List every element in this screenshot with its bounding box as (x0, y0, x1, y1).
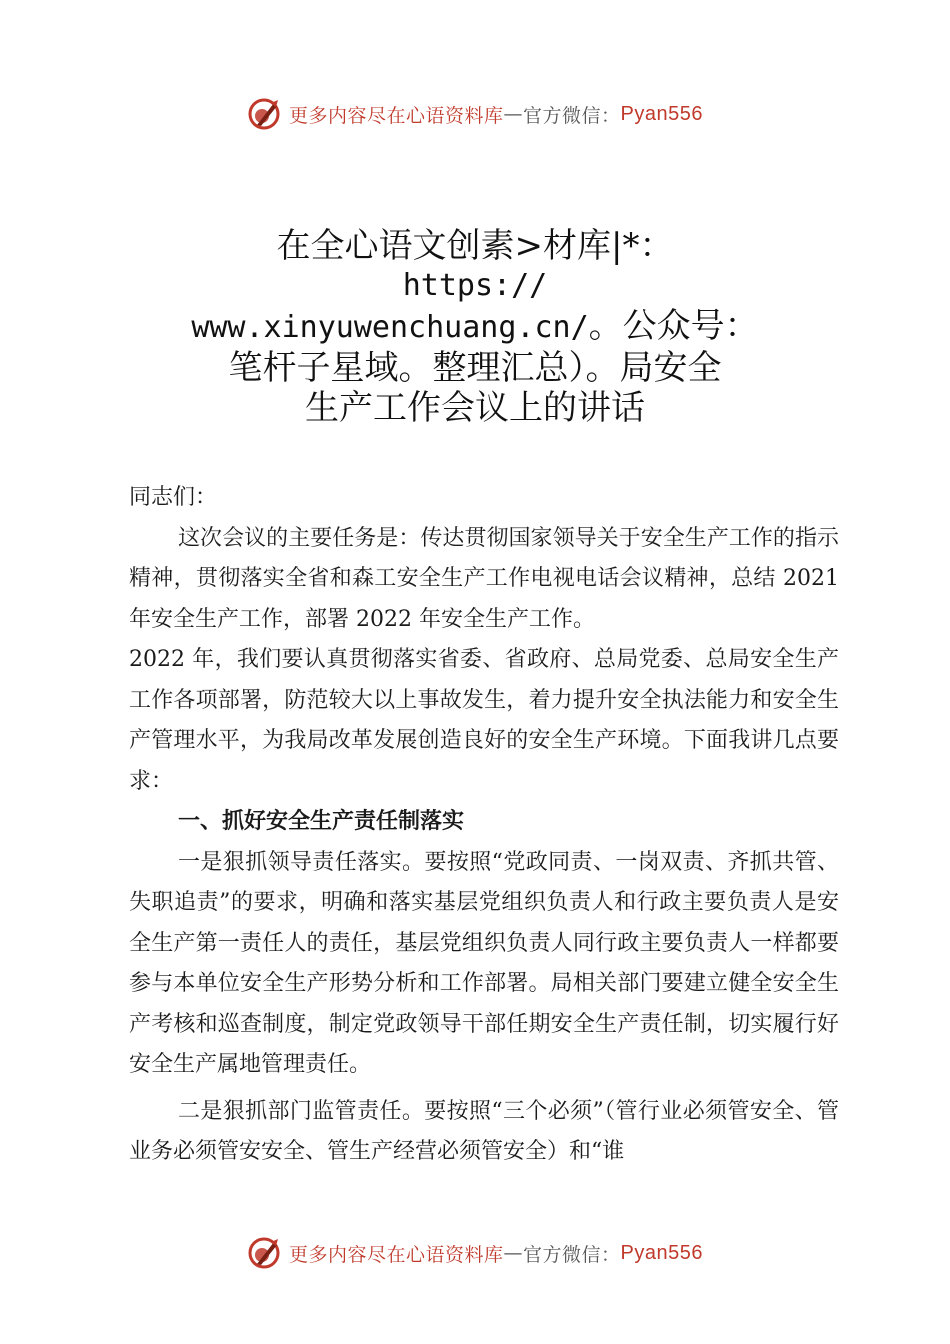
footer-banner (0, 1233, 950, 1273)
paragraph-4: 二是狠抓部门监管责任。要按照“三个必须”（管行业必须管安全、管业务必须管安安全、管生产经营必须管安全）和“谁 (129, 1098, 839, 1164)
banner-wechat-label: 官方微信： (523, 104, 621, 127)
title-url: www.xinyuwenchuang.cn/ (191, 310, 589, 345)
paragraph-3: 一是狠抓领导责任落实。要按照“党政同责、一岗双责、齐抓共管、失职追责”的要求，明确和落实基层党组织负责人和行政主要负责人是安全生产第一责任人的责任，基层党组织负责人同行政主要负责人一样都要参与本单位安全生产形势分析和工作部署。局相关部门要建立健全安全生产考核和巡查制度，制定党政领导干部任期安全生产责任制，切实履行好安全生产属地管理责任。 (129, 849, 839, 1077)
banner-wechat-label: 官方微信： (523, 1243, 621, 1266)
banner-wechat-id: Pyan556 (620, 102, 703, 125)
banner-red-text: 更多内容尽在心语资料库 (289, 104, 504, 127)
salutation: 同志们： (129, 485, 218, 510)
banner-wechat-id: Pyan556 (620, 1241, 703, 1264)
paragraph-1: 这次会议的主要任务是：传达贯彻国家领导关于安全生产工作的指示精神，贯彻落实全省和森工安全生产工作电视电话会议精神，总结 2021 年安全生产工作，部署 2022 年安全生产工作。 (129, 525, 839, 632)
title-line-4: 笔杆子星域。整理汇总）。局安全 (228, 348, 722, 388)
title-line-3-rest: 。公众号： (588, 306, 759, 346)
section-heading-1: 一、抓好安全生产责任制落实 (178, 809, 465, 834)
banner-dash: — (503, 103, 524, 125)
banner-red-text: 更多内容尽在心语资料库 (289, 1243, 504, 1266)
paragraph-2: 2022 年，我们要认真贯彻落实省委、省政府、总局党委、总局安全生产工作各项部署，防范较大以上事故发生，着力提升安全执法能力和安全生产管理水平，为我局改革发展创造良好的安全生产环境。下面我讲几点要求： (129, 647, 839, 794)
title-line-3 (150, 306, 800, 348)
header-banner (0, 94, 950, 134)
document-title (150, 226, 800, 428)
quill-pen-logo-icon (247, 1236, 281, 1270)
title-line-5: 生产工作会议上的讲话 (305, 388, 645, 428)
quill-pen-logo-icon (247, 97, 281, 131)
title-line-1: 在全心语文创素>材库|*： (276, 226, 674, 266)
title-line-2: https:// (402, 268, 548, 303)
banner-dash: — (503, 1242, 524, 1264)
document-body (129, 478, 839, 1173)
